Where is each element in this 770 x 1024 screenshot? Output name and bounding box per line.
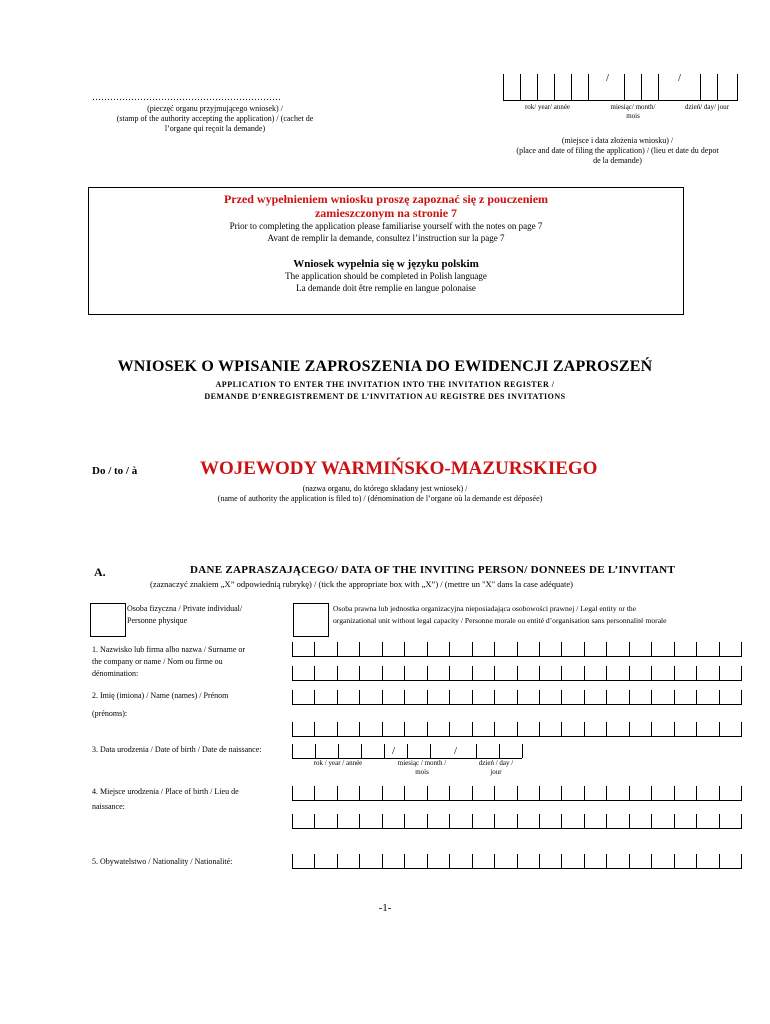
input-cell-divider [741,854,742,868]
input-cell-divider [674,786,675,800]
dob-day-line1: dzień / day / [478,759,514,767]
page-number: -1- [378,902,392,914]
checkbox-private-individual[interactable] [90,603,126,637]
input-cell-divider [472,786,473,800]
input-cell-divider [517,666,518,680]
option-private-individual-label [127,603,242,627]
input-cell-divider [741,690,742,704]
input-cell-divider [359,690,360,704]
input-cell-divider [584,690,585,704]
stamp-dots: ……………………………………………………… [92,92,281,102]
input-cell-divider [382,642,383,656]
input-cell-divider [719,854,720,868]
input-cell-divider [719,814,720,828]
input-cell-divider [382,722,383,736]
form-title: WNIOSEK O WPISANIE ZAPROSZENIA DO EWIDENCJI ZAPROSZEŃ [117,358,653,375]
input-cell-divider [382,786,383,800]
input-cell-divider [449,690,450,704]
option-legal-entity-line1: Osoba prawna lub jednostka organizacyjna nieposiadająca osobowości prawnej / Legal entity or the [333,604,637,613]
input-cell-divider [674,666,675,680]
input-cell-divider [651,642,652,656]
input-cell-divider [629,642,630,656]
notice-red-line1: Przed wypełnieniem wniosku proszę zapoznać się z pouczeniem [223,192,549,206]
notice-language-en: The application should be completed in Polish language [285,271,487,281]
input-cell-divider [741,814,742,828]
input-cell-divider [719,722,720,736]
input-cell-divider [561,690,562,704]
input-cell-divider [584,786,585,800]
dob-month-line2: mois [415,768,429,776]
field-birthplace-line1: 4. Miejsce urodzenia / Place of birth / Lieu de [92,787,239,796]
form-subtitle-fr: DEMANDE D’ENREGISTREMENT DE L’INVITATION AU REGISTRE DES INVITATIONS [204,392,566,401]
input-cell-divider [629,690,630,704]
input-cell-divider [427,690,428,704]
notice-en: Prior to completing the application please familiarise yourself with the notes on page 7 [229,221,543,231]
input-cell-divider [539,854,540,868]
name-input-row-1[interactable] [292,690,742,705]
input-cell-divider [561,786,562,800]
input-cell-divider [539,690,540,704]
input-cell-divider [696,854,697,868]
input-cell-divider [472,854,473,868]
input-cell-divider [674,690,675,704]
input-cell-divider [629,666,630,680]
input-cell-divider [517,642,518,656]
checkbox-legal-entity[interactable] [293,603,329,637]
date-slash-1: / [606,72,610,84]
input-cell-divider [404,814,405,828]
input-cell-divider [651,666,652,680]
field-surname-line2: the company or name / Nom ou firme ou [92,657,223,666]
input-cell-divider [494,666,495,680]
section-a-heading: DANE ZAPRASZAJĄCEGO/ DATA OF THE INVITING PERSON/ DONNEES DE L’INVITANT [190,564,676,576]
input-cell-divider [382,854,383,868]
input-cell-divider [719,642,720,656]
input-cell-divider [696,786,697,800]
input-cell-divider [449,642,450,656]
input-cell-divider [404,722,405,736]
authority-name: WOJEWODY WARMIŃSKO-MAZURSKIEGO [200,458,598,479]
input-cell-divider [561,722,562,736]
input-cell-divider [404,666,405,680]
field-name-line2: (prénoms): [92,709,128,718]
input-cell-divider [427,814,428,828]
input-cell-divider [337,690,338,704]
input-cell-divider [359,722,360,736]
stamp-caption-line2: (stamp of the authority accepting the application) / (cachet de [116,114,314,123]
authority-note-1: (nazwa organu, do którego składany jest wniosek) / [302,484,468,493]
input-cell-divider [314,814,315,828]
input-cell-divider [337,666,338,680]
place-date-line2: (place and date of filing the application) / (lieu et date du depot [516,146,719,155]
place-date-caption [495,136,740,166]
top-month-label [598,103,668,121]
input-cell-divider [719,786,720,800]
field-birthplace-line2: naissance: [92,802,125,811]
input-cell-divider [539,666,540,680]
input-cell-divider [606,722,607,736]
input-cell-divider [449,814,450,828]
input-cell-divider [741,642,742,656]
place-date-line1: (miejsce i data złożenia wniosku) / [561,136,674,145]
input-cell-divider [584,666,585,680]
input-cell-divider [449,854,450,868]
input-cell-divider [382,666,383,680]
input-cell-divider [629,722,630,736]
input-cell-divider [359,642,360,656]
input-cell-divider [404,690,405,704]
input-cell-divider [427,786,428,800]
dob-year-label: rok / year / année [313,759,363,767]
input-cell-divider [494,642,495,656]
input-cell-divider [517,854,518,868]
top-month-label-1: miesiąc/ month/ [610,103,656,111]
input-cell-divider [404,786,405,800]
input-cell-divider [741,786,742,800]
input-cell-divider [517,786,518,800]
input-cell-divider [382,690,383,704]
notice-language-pl: Wniosek wypełnia się w języku polskim [293,258,479,270]
field-birthplace-label [92,786,239,813]
input-cell-divider [292,642,293,656]
input-cell-divider [561,854,562,868]
input-cell-divider [741,666,742,680]
input-cell-divider [314,722,315,736]
input-cell-divider [359,854,360,868]
input-cell-divider [741,722,742,736]
input-cell-divider [696,666,697,680]
field-name-label [92,690,228,720]
input-cell-divider [494,786,495,800]
input-cell-divider [539,642,540,656]
input-cell-divider [337,642,338,656]
input-cell-divider [359,786,360,800]
input-cell-divider [337,722,338,736]
input-cell-divider [314,786,315,800]
dob-month-label [382,759,462,777]
input-cell-divider [292,690,293,704]
input-cell-divider [696,722,697,736]
date-slash-2: / [678,72,682,84]
input-cell-divider [472,814,473,828]
input-cell-divider [629,854,630,868]
input-cell-divider [674,814,675,828]
input-cell-divider [292,722,293,736]
dob-day-label [466,759,526,777]
top-year-label: rok/ year/ année [524,103,571,111]
input-cell-divider [651,814,652,828]
input-cell-divider [517,814,518,828]
dob-input-row[interactable] [292,744,522,759]
section-a-letter: A. [94,565,106,579]
input-cell-divider [629,814,630,828]
top-day-label: dzień/ day/ jour [685,103,729,111]
input-cell-divider [427,666,428,680]
input-cell-divider [606,786,607,800]
input-cell-divider [472,666,473,680]
input-cell-divider [449,786,450,800]
option-legal-entity-label [333,603,743,627]
input-cell-divider [292,666,293,680]
input-cell-divider [314,690,315,704]
input-cell-divider [584,642,585,656]
place-date-line3: de la demande) [593,156,642,165]
input-cell-divider [472,690,473,704]
input-cell-divider [517,690,518,704]
dob-month-line1: miesiąc / month / [397,759,447,767]
input-cell-divider [674,854,675,868]
input-cell-divider [606,642,607,656]
input-cell-divider [696,690,697,704]
instruction-notice-box [88,187,684,315]
nationality-input-row[interactable] [292,854,742,869]
stamp-caption-line1: (pieczęć organu przyjmującego wniosek) / [147,104,283,113]
top-month-label-2: mois [626,112,640,120]
field-name-line1: 2. Imię (imiona) / Name (names) / Prénom [92,691,229,700]
to-label: Do / to / à [92,465,138,477]
field-surname-line1: 1. Nazwisko lub firma albo nazwa / Surname or [92,645,246,654]
section-a-instruction: (zaznaczyć znakiem „X” odpowiednią rubrykę) / (tick the appropriate box with „X”) / (mettre un "X" dans la case adéquate) [150,579,574,589]
input-cell-divider [696,814,697,828]
input-cell-divider [606,690,607,704]
input-cell-divider [359,666,360,680]
input-cell-divider [674,642,675,656]
field-nationality-label: 5. Obywatelstwo / Nationality / Nationalité: [92,857,233,866]
input-cell-divider [561,666,562,680]
input-cell-divider [494,690,495,704]
input-cell-divider [382,814,383,828]
form-subtitle-en: APPLICATION TO ENTER THE INVITATION INTO THE INVITATION REGISTER / [215,380,555,389]
input-cell-divider [494,854,495,868]
input-cell-divider [651,854,652,868]
input-cell-divider [314,642,315,656]
surname-input-row-2[interactable] [292,666,742,681]
birthplace-input-row-1[interactable] [292,786,742,801]
input-cell-divider [337,854,338,868]
filing-date-boxes[interactable] [503,74,738,101]
input-cell-divider [449,666,450,680]
input-cell-divider [427,722,428,736]
input-cell-divider [629,786,630,800]
field-surname-label [92,644,245,680]
dob-slash-2: / [454,745,458,757]
input-cell-divider [651,690,652,704]
input-cell-divider [292,814,293,828]
notice-language-fr: La demande doit être remplie en langue polonaise [296,283,476,293]
input-cell-divider [427,642,428,656]
input-cell-divider [337,786,338,800]
input-cell-divider [539,786,540,800]
input-cell-divider [449,722,450,736]
option-private-individual-line2: Personne physique [127,616,188,625]
input-cell-divider [472,642,473,656]
input-cell-divider [337,814,338,828]
input-cell-divider [651,786,652,800]
notice-fr: Avant de remplir la demande, consultez l’instruction sur la page 7 [267,233,505,243]
input-cell-divider [292,854,293,868]
input-cell-divider [539,722,540,736]
input-cell-divider [561,642,562,656]
input-cell-divider [606,854,607,868]
input-cell-divider [404,854,405,868]
input-cell-divider [674,722,675,736]
input-cell-divider [472,722,473,736]
stamp-caption-line3: l’organe qui reçoit la demande) [164,124,266,133]
surname-input-row-1[interactable] [292,642,742,657]
input-cell-divider [359,814,360,828]
input-cell-divider [606,814,607,828]
input-cell-divider [719,666,720,680]
dob-day-line2: jour [490,768,502,776]
birthplace-input-row-2[interactable] [292,814,742,829]
input-cell-divider [539,814,540,828]
input-cell-divider [292,786,293,800]
notice-red-line2: zamieszczonym na stronie 7 [314,206,458,220]
input-cell-divider [719,690,720,704]
input-cell-divider [651,722,652,736]
input-cell-divider [561,814,562,828]
input-cell-divider [584,722,585,736]
input-cell-divider [696,642,697,656]
input-cell-divider [494,814,495,828]
input-cell-divider [404,642,405,656]
stamp-caption [90,104,340,134]
input-cell-divider [494,722,495,736]
authority-note-2: (name of authority the application is filed to) / (dénomination de l’organe où la demande est déposée) [217,494,543,503]
input-cell-divider [584,814,585,828]
input-cell-divider [517,722,518,736]
option-private-individual-line1: Osoba fizyczna / Private individual/ [127,604,243,613]
dob-slash-1: / [392,745,396,757]
name-input-row-2[interactable] [292,722,742,737]
input-cell-divider [314,854,315,868]
field-surname-line3: dénomination: [92,669,139,678]
input-cell-divider [314,666,315,680]
input-cell-divider [606,666,607,680]
input-cell-divider [584,854,585,868]
input-cell-divider [427,854,428,868]
option-legal-entity-line2: organizational unit without legal capacity / Personne morale ou entité d’organisation sans personnalité morale [333,616,667,625]
field-dob-label: 3. Data urodzenia / Date of birth / Date de naissance: [92,745,262,754]
